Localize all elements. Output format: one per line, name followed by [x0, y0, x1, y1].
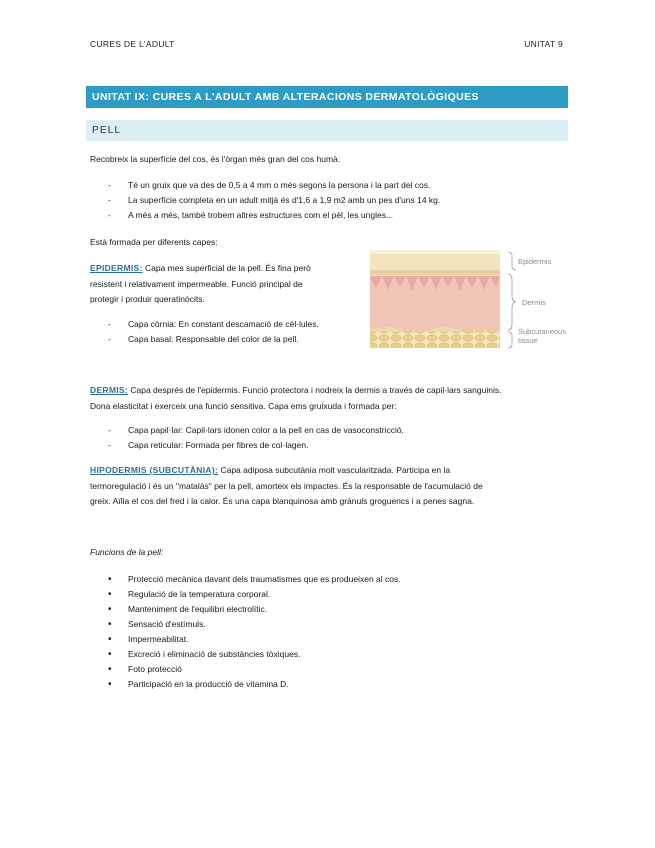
- epidermis-list: [90, 317, 319, 347]
- epidermis-term: EPIDERMIS:: [90, 263, 143, 273]
- dermis-text-2: Dona elasticitat i exerceix una funció sensitiva. Capa ems gruixuda i formada per:: [90, 400, 397, 411]
- hipodermis-term: HIPODERMIS (SUBCUTÀNIA):: [90, 465, 219, 475]
- epidermis-paragraph: [90, 261, 360, 308]
- list-item: - Capa papil·lar: Capil·lars idonen color a la pell en cas de vasoconstricció.: [90, 423, 404, 438]
- functions-list: [90, 572, 401, 692]
- intro-list: [90, 178, 440, 223]
- dermis-list: [90, 423, 404, 453]
- epidermis-bracket: [508, 252, 516, 270]
- functions-title: Funcions de la pell:: [90, 547, 164, 557]
- list-item: - Capa còrnia: En constant descamació de cèl·lules.: [90, 317, 319, 332]
- epidermis-text-2: resistent i relativament impermeable. Funció principal de: [90, 278, 303, 289]
- dermis-label: Dermis: [522, 298, 546, 307]
- list-item: • Protecció mecànica davant dels traumatismes que es produeixen al cos.: [90, 572, 401, 587]
- epidermis-text-1: Capa mes superficial de la pell. És fina però: [142, 263, 311, 273]
- subcutaneous-label-2: tissue: [518, 336, 538, 345]
- list-item: • Foto protecció: [90, 662, 401, 677]
- dermis-paragraph: [90, 383, 501, 414]
- skin-layers-figure: [366, 246, 596, 351]
- hipodermis-text-3: greix. Aïlla el cos del fred i la calor. És una capa blanquinosa amb grànuls groguencs i a penes sagna.: [90, 496, 475, 507]
- hipodermis-text-1: Capa adiposa subcutània molt vascularitzada. Participa en la: [218, 465, 451, 475]
- list-item: - A més a més, també trobem altres estructures com el pèl, les ungles...: [90, 208, 440, 223]
- dermis-bracket: [508, 274, 516, 330]
- epidermis-label: Epidermis: [518, 257, 552, 266]
- list-item: • Participació en la producció de vitamina D.: [90, 677, 401, 692]
- list-item: - Té un gruix que va des de 0,5 a 4 mm o més segons la persona i la part del cos.: [90, 178, 440, 193]
- unit-title-banner: [86, 86, 568, 108]
- dermis-term: DERMIS:: [90, 385, 128, 395]
- unit-title: UNITAT IX: CURES A L'ADULT AMB ALTERACIONS DERMATOLÒGIQUES: [92, 91, 479, 103]
- header-right: UNITAT 9: [524, 39, 563, 49]
- list-item: - La superfície completa en un adult mitjà és d'1,6 a 1,9 m2 amb un pes d'uns 14 kg.: [90, 193, 440, 208]
- section-header: [86, 120, 568, 141]
- header-left: CURES DE L'ADULT: [90, 39, 175, 49]
- intro-paragraph: Recobreix la superfície del cos, és l'òrgan més gran del cos humà.: [90, 154, 341, 164]
- layers-intro: Està formada per diferents capes:: [90, 237, 218, 247]
- subcutaneous-bracket: [508, 332, 512, 348]
- epidermis-text-3: protegir i produir queratinòcits.: [90, 294, 205, 305]
- list-item: • Regulació de la temperatura corporal.: [90, 587, 401, 602]
- hipodermis-paragraph: [90, 463, 483, 510]
- list-item: • Excreció i eliminació de substàncies tòxiques.: [90, 647, 401, 662]
- list-item: • Impermeabilitat.: [90, 632, 401, 647]
- hipodermis-text-2: termoregulació i és un "matalàs" per la pell, amorteix els impactes. És la responsable de l'acumulació de: [90, 480, 483, 491]
- list-item: - Capa reticular: Formada per fibres de col·lagen.: [90, 438, 404, 453]
- list-item: • Sensació d'estímuls.: [90, 617, 401, 632]
- section-title: PELL: [92, 125, 122, 136]
- subcutaneous-label-1: Subcutaneous: [518, 327, 566, 336]
- dermis-text-1: Capa després de l'epidermis. Funció protectora i nodreix la dermis a través de capil·lars sanguinis.: [128, 385, 502, 395]
- list-item: • Manteniment de l'equilibri electrolític.: [90, 602, 401, 617]
- list-item: - Capa basal: Responsable del color de la pell.: [90, 332, 319, 347]
